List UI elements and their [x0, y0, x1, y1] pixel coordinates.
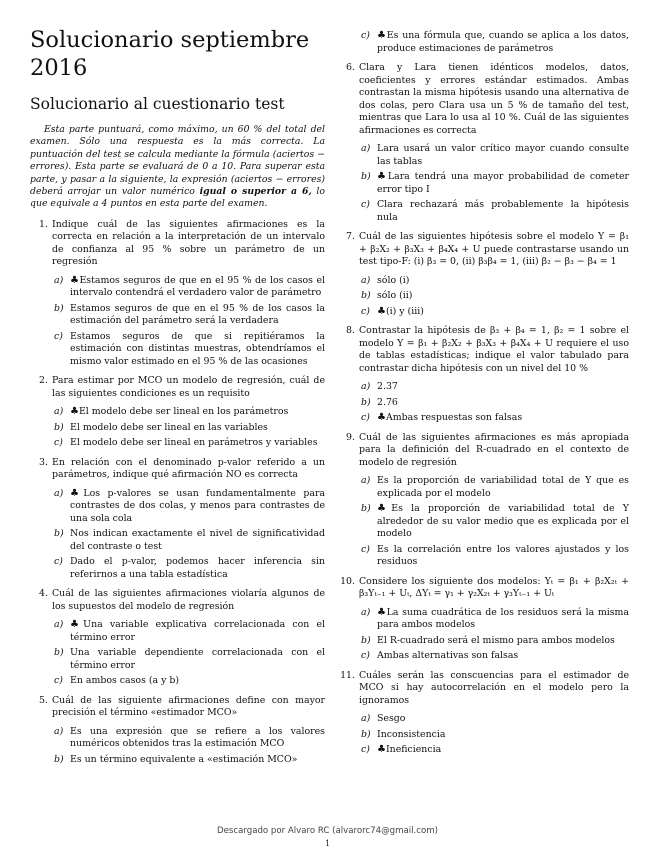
page-title	[30, 26, 325, 82]
question-number: 3.	[39, 456, 48, 468]
option-text: El R-cuadrado será el mismo para ambos modelos	[377, 634, 615, 646]
question-number: 11.	[340, 669, 355, 681]
correct-answer-club-icon: ♣	[377, 305, 386, 317]
question-stem: En relación con el denominado p-valor referido a un parámetros, indique qué afirmación NO es correcta	[52, 456, 325, 481]
option-label: c)	[361, 650, 370, 661]
option-label: b)	[361, 290, 371, 301]
question-stem: Considere los siguiente dos modelos: Yₜ = β₁ + β₂X₂ₜ + β₃Yₜ₋₁ + Uₜ, ΔYₜ = γ₁ + γ₂X₂ₜ + γ₃Yₜ₋₁ + Uₜ	[359, 575, 629, 599]
question-number: 2.	[39, 375, 48, 387]
option-label: c)	[361, 30, 370, 41]
option-text: sólo (i)	[377, 274, 410, 286]
question-stem: Cuál de las siguientes afirmaciones es más apropiada para la definición del R-cuadrado en el contexto de modelo de regresión	[359, 431, 629, 468]
option-text: Ineficiencia	[385, 744, 442, 755]
option-text: Dado el p-valor, podemos hacer inferencia sin referirnos a una tabla estadística	[70, 556, 325, 580]
option-label: a)	[361, 475, 371, 486]
option-label: c)	[361, 199, 370, 210]
download-note: Descargado por Alvaro RC (alvarorc74@gmail.com)	[217, 826, 438, 836]
option-text: El modelo debe ser lineal en las variables	[70, 421, 268, 433]
correct-answer-club-icon: ♣	[70, 406, 79, 418]
answer-option	[52, 528, 325, 553]
answer-option	[359, 744, 629, 757]
answer-option	[52, 406, 325, 419]
option-text: Sesgo	[377, 713, 406, 724]
answer-option	[359, 306, 629, 319]
correct-answer-club-icon: ♣	[377, 171, 388, 182]
question-item	[337, 670, 629, 757]
question-item	[337, 62, 629, 224]
answer-option	[359, 635, 629, 648]
question-item	[30, 588, 325, 688]
question-item	[30, 219, 325, 369]
answer-option	[52, 275, 325, 300]
answer-option	[52, 726, 325, 751]
option-text: Los p-valores se usan fundamentalmente para contrastes de dos colas, y menos para contrastes de una sola cola	[70, 487, 326, 524]
option-label: c)	[361, 305, 370, 317]
question-item	[337, 325, 629, 425]
right-column	[337, 30, 629, 764]
question-number: 5.	[39, 694, 48, 706]
option-text: Una variable explicativa correlacionada con el término error	[70, 619, 326, 643]
option-text: Lara tendrá una mayor probabilidad de cometer error tipo I	[377, 171, 630, 195]
correct-answer-club-icon: ♣	[377, 744, 386, 755]
option-label: c)	[54, 437, 63, 449]
option-label: c)	[361, 744, 370, 755]
answer-option	[359, 381, 629, 394]
answer-option	[52, 303, 325, 328]
question-stem: Cuáles serán las conscuencias para el estimador de MCO si hay autocorrelación en el modelo pero la ignoramos	[359, 669, 629, 706]
intro-text-bold: igual o superior a 6,	[199, 186, 312, 198]
answer-option	[359, 607, 629, 632]
answer-option	[52, 437, 325, 450]
option-text: Una variable dependiente correlacionada con el término error	[70, 647, 325, 671]
option-label: c)	[54, 675, 63, 687]
option-label: b)	[361, 503, 371, 514]
option-text: Estamos seguros de que en el 95 % de los casos la estimación del parámetro será la verdadera	[70, 302, 325, 327]
option-text: (i) y (iii)	[385, 305, 424, 317]
answer-option	[359, 412, 629, 425]
option-text: En ambos casos (a y b)	[70, 675, 180, 687]
question-number: 4.	[39, 588, 48, 600]
intro-text-b: lo que equivale a 4 puntos en esta parte del examen.	[30, 186, 325, 210]
option-text: Es la correlación entre los valores ajustados y los residuos	[377, 543, 629, 567]
question-item	[337, 30, 629, 55]
option-label: a)	[54, 487, 64, 499]
option-label: b)	[361, 171, 371, 182]
option-text: Es una fórmula que, cuando se aplica a los datos, produce estimaciones de parámetros	[377, 30, 629, 54]
question-stem: Cuál de las siguientes hipótesis sobre el modelo Y = β₁ + β₂X₂ + β₃X₃ + β₄X₄ + U puede contrastarse usando un test tipo-F: (i) β₃ = 0, (ii) β₃β₄ = 1, (iii) β₂ − β₃ − β₄ = 1	[359, 231, 629, 267]
option-label: b)	[54, 302, 64, 314]
question-stem: Indique cuál de las siguientes afirmaciones es la correcta en relación a la interpretación de un intervalo de confianza al 95 % sobre un parámetro de un regresión	[52, 218, 325, 268]
option-label: b)	[54, 647, 64, 659]
option-label: a)	[361, 274, 371, 286]
option-label: a)	[54, 406, 64, 418]
option-text: Inconsistencia	[377, 728, 446, 740]
answer-option	[359, 544, 629, 569]
question-item	[30, 695, 325, 767]
correct-answer-club-icon: ♣	[70, 274, 80, 286]
answer-option	[359, 290, 629, 303]
option-label: a)	[54, 619, 64, 631]
question-item	[337, 231, 629, 318]
option-text: Ambas alternativas son falsas	[377, 650, 519, 661]
question-number: 6.	[346, 62, 355, 73]
question-number: 1.	[39, 218, 48, 230]
option-text: Lara usará un valor crítico mayor cuando consulte las tablas	[377, 143, 629, 167]
option-label: a)	[54, 725, 64, 737]
option-text: Estamos seguros de que si repitiéramos la estimación con distintas muestras, obtendríamos el mismo valor estimado en el 95 % de las ocasiones	[70, 330, 325, 367]
question-stem: Contrastar la hipótesis de β₃ + β₄ = 1, β₂ = 1 sobre el modelo Y = β₁ + β₂X₂ + β₃X₃ + β₄X₄ + U requiere el uso de tablas estadísticas; indique el valor tabulado para contrastar dicha hipótesis con un nivel del 10 %	[359, 325, 629, 374]
answer-option	[359, 397, 629, 410]
option-label: a)	[361, 143, 371, 154]
answer-option	[359, 171, 629, 196]
option-label: c)	[54, 556, 63, 568]
option-label: a)	[54, 274, 64, 286]
question-item	[337, 432, 629, 569]
correct-answer-club-icon: ♣	[377, 30, 387, 41]
option-text: Es una expresión que se refiere a los valores numéricos obtenidos tras la estimación MCO	[70, 725, 325, 750]
option-text: 2.76	[377, 396, 398, 408]
answer-option	[359, 199, 629, 224]
answer-option	[359, 503, 629, 541]
correct-answer-club-icon: ♣	[377, 606, 387, 618]
option-text: Es la proporción de variabilidad total de Y que es explicada por el modelo	[377, 475, 629, 499]
option-text: La suma cuadrática de los residuos será la misma para ambos modelos	[377, 606, 630, 630]
answer-option	[359, 729, 629, 742]
option-label: b)	[54, 753, 64, 765]
answer-option	[359, 475, 629, 500]
option-label: b)	[361, 634, 371, 646]
answer-option	[359, 143, 629, 168]
question-number: 7.	[346, 231, 355, 242]
correct-answer-club-icon: ♣	[70, 619, 84, 631]
option-label: b)	[54, 528, 64, 540]
question-list-left	[30, 219, 325, 767]
question-item	[30, 457, 325, 582]
option-label: c)	[54, 330, 63, 342]
intro-text-a: Esta parte puntuará, como máximo, un 60 % del total del examen. Sólo una respuesta es la más correcta. La puntuación del test se calcula mediante la fórmula (aciertos − errores). Esta parte se evaluará de 0 a 10. Para superar esta parte, y pasar a la siguiente, la expresión (aciertos − errores) deberá arrojar un valor numérico	[30, 124, 325, 198]
answer-option	[52, 675, 325, 688]
answer-option	[359, 30, 629, 55]
option-text: El modelo debe ser lineal en los parámetros	[78, 406, 289, 418]
option-label: b)	[361, 396, 371, 408]
option-text: Estamos seguros de que en el 95 % de los casos el intervalo contendrá el verdadero valor de parámetro	[70, 274, 326, 299]
answer-option	[52, 647, 325, 672]
answer-option	[359, 650, 629, 663]
title-line-1: Solucionario septiembre	[30, 27, 310, 53]
answer-option	[52, 619, 325, 644]
answer-option	[359, 713, 629, 726]
answer-option	[52, 331, 325, 369]
question-list-right	[337, 30, 629, 757]
answer-option	[52, 754, 325, 767]
section-title: Solucionario al cuestionario test	[30, 95, 285, 113]
title-line-2: 2016	[30, 55, 88, 81]
option-text: Ambas respuestas son falsas	[385, 412, 523, 423]
question-stem: Para estimar por MCO un modelo de regresión, cuál de las siguientes condiciones es un requisito	[52, 375, 325, 399]
option-text: 2.37	[377, 381, 398, 392]
option-label: a)	[361, 606, 371, 618]
intro-paragraph	[30, 124, 325, 211]
option-label: c)	[361, 543, 370, 555]
correct-answer-club-icon: ♣	[70, 487, 84, 499]
option-label: a)	[361, 713, 371, 724]
question-stem: Clara y Lara tienen idénticos modelos, datos, coeficientes y errores estándar estimados. Ambas contrastan la misma hipótesis usando una alternativa de dos colas, pero Clara usa un 5 % de tamaño del test, mientras que Lara lo usa al 10 %. Cuál de las siguientes afirmaciones es correcta	[359, 62, 629, 136]
question-number: 10.	[340, 575, 355, 587]
question-stem: Cuál de las siguientes afirmaciones violaría algunos de los supuestos del modelo de regresión	[52, 588, 325, 612]
question-item	[337, 576, 629, 663]
option-label: c)	[361, 412, 370, 423]
question-item	[30, 375, 325, 450]
answer-option	[359, 275, 629, 288]
option-text: Es la proporción de variabilidad total de Y alrededor de su valor medio que es explicada por el modelo	[377, 503, 629, 539]
answer-option	[52, 488, 325, 526]
option-label: b)	[54, 421, 64, 433]
option-label: a)	[361, 381, 371, 392]
left-column	[30, 26, 325, 773]
option-text: Clara rechazará más probablemente la hipótesis nula	[377, 199, 629, 223]
correct-answer-club-icon: ♣	[377, 503, 392, 514]
question-number: 9.	[346, 431, 355, 443]
correct-answer-club-icon: ♣	[377, 412, 386, 423]
question-stem: Cuál de las siguiente afirmaciones define con mayor precisión el término «estimador MCO»	[52, 694, 325, 719]
answer-option	[52, 422, 325, 435]
option-label: b)	[361, 728, 371, 740]
answer-option	[52, 556, 325, 581]
option-text: Nos indican exactamente el nivel de significatividad del contraste o test	[70, 528, 325, 552]
option-text: sólo (ii)	[377, 290, 413, 301]
page-number: 1	[324, 839, 331, 848]
option-text: Es un término equivalente a «estimación MCO»	[70, 753, 298, 765]
question-number: 8.	[346, 325, 355, 336]
option-text: El modelo debe ser lineal en parámetros y variables	[70, 437, 318, 449]
